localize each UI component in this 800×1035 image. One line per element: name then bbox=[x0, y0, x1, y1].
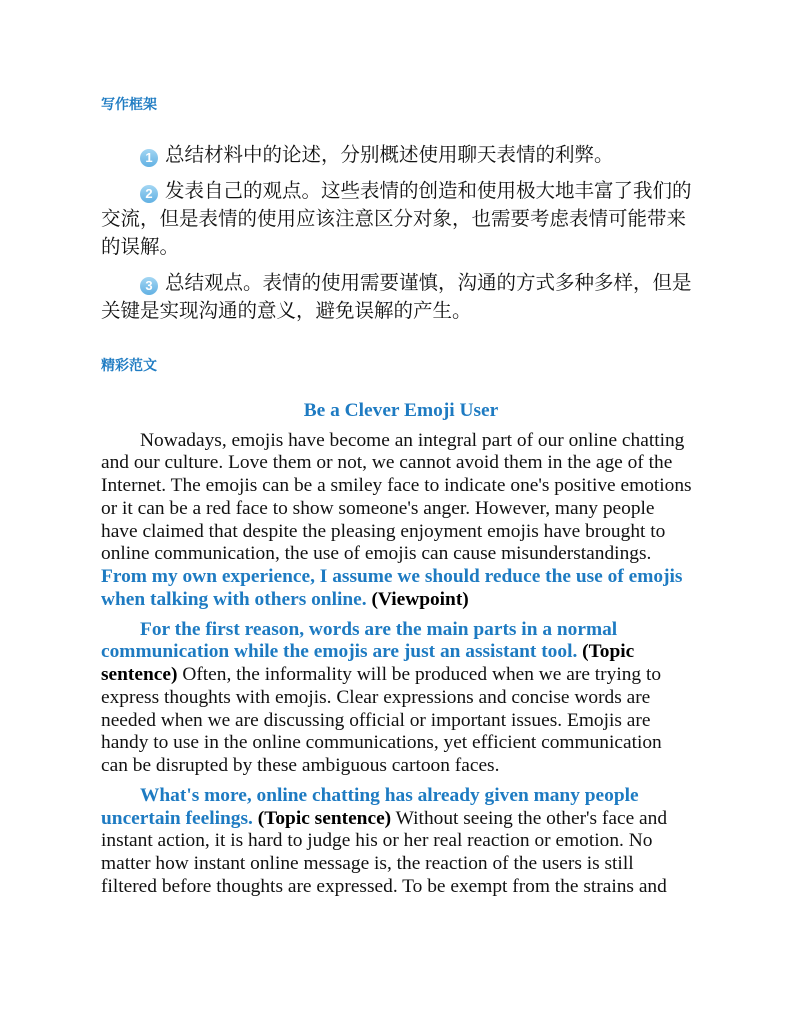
text-line: or it can be a red face to show someone's anger. However, many people bbox=[101, 497, 655, 519]
section-heading-framework: 写作框架 bbox=[101, 97, 157, 113]
text-line: Nowadays, emojis have become an integral part of our online chatting bbox=[140, 429, 685, 451]
item-text-line: 发表自己的观点。这些表情的创造和使用极大地丰富了我们的 bbox=[165, 179, 692, 202]
text-line: handy to use in the online communications, yet efficient communication bbox=[101, 732, 662, 754]
number-badge: 3 bbox=[140, 277, 158, 295]
topic-sentence: What's more, online chatting has already given many people bbox=[140, 784, 639, 806]
number-badge: 2 bbox=[140, 185, 158, 203]
essay-title: Be a Clever Emoji User bbox=[303, 399, 499, 421]
viewpoint-label: (Viewpoint) bbox=[371, 588, 469, 610]
section-heading-sample-essay: 精彩范文 bbox=[101, 358, 157, 374]
framework-list bbox=[101, 141, 701, 333]
topic-sentence: For the first reason, words are the main parts in a normal bbox=[140, 618, 618, 640]
topic-sentence-label: (Topic sentence) bbox=[257, 807, 392, 829]
paragraph-intro bbox=[101, 430, 701, 612]
item-text-line: 的误解。 bbox=[101, 235, 180, 258]
topic-sentence-label: (Topic bbox=[582, 641, 635, 663]
item-text-line: 总结观点。表情的使用需要谨慎，沟通的方式多种多样，但是 bbox=[165, 271, 692, 294]
paragraph-reason-2 bbox=[101, 785, 701, 899]
text-line: Without seeing the other's face and bbox=[395, 807, 668, 829]
sample-essay bbox=[101, 400, 701, 906]
text-line: online communication, the use of emojis can cause misunderstandings. bbox=[101, 543, 652, 565]
framework-item-3 bbox=[101, 269, 701, 325]
topic-sentence-label: sentence) bbox=[101, 664, 178, 686]
item-text-line: 关键是实现沟通的意义，避免误解的产生。 bbox=[101, 299, 472, 322]
number-badge: 1 bbox=[140, 149, 158, 167]
framework-item-1 bbox=[101, 141, 701, 169]
text-line: Often, the informality will be produced when we are trying to bbox=[182, 664, 662, 686]
viewpoint-sentence: when talking with others online. bbox=[101, 588, 367, 610]
text-line: instant action, it is hard to judge his or her real reaction or emotion. No bbox=[101, 830, 653, 852]
topic-sentence: uncertain feelings. bbox=[101, 807, 253, 829]
text-line: needed when we are discussing official or important issues. Emojis are bbox=[101, 709, 651, 731]
item-text-line: 总结材料中的论述，分别概述使用聊天表情的利弊。 bbox=[165, 143, 614, 166]
text-line: have claimed that despite the pleasing enjoyment emojis have brought to bbox=[101, 520, 666, 542]
paragraph-reason-1 bbox=[101, 619, 701, 778]
text-line: matter how instant online message is, the reaction of the users is still bbox=[101, 853, 634, 875]
item-text-line: 交流，但是表情的使用应该注意区分对象，也需要考虑表情可能带来 bbox=[101, 207, 687, 230]
text-line: can be disrupted by these ambiguous cartoon faces. bbox=[101, 755, 500, 777]
text-line: express thoughts with emojis. Clear expressions and concise words are bbox=[101, 686, 651, 708]
framework-item-2 bbox=[101, 177, 701, 261]
text-line: Internet. The emojis can be a smiley face to indicate one's positive emotions bbox=[101, 475, 692, 497]
topic-sentence: communication while the emojis are just an assistant tool. bbox=[101, 641, 578, 663]
text-line: filtered before thoughts are expressed. To be exempt from the strains and bbox=[101, 875, 667, 897]
viewpoint-sentence: From my own experience, I assume we should reduce the use of emojis bbox=[101, 566, 683, 588]
text-line: and our culture. Love them or not, we cannot avoid them in the age of the bbox=[101, 452, 673, 474]
